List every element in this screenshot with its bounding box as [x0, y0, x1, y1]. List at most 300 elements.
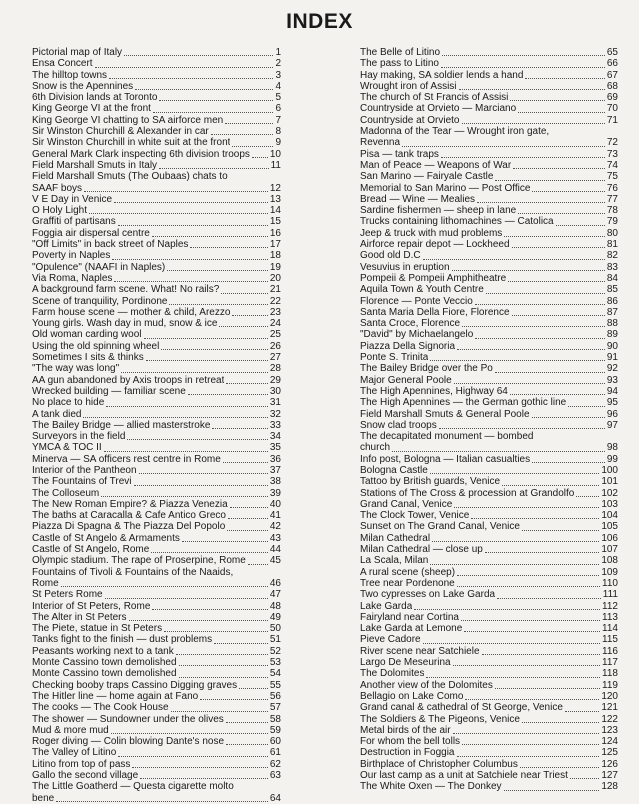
index-entry [32, 770, 281, 781]
index-entry [32, 183, 281, 194]
dot-leader [532, 462, 605, 463]
page-number: 101 [601, 476, 618, 488]
dot-leader [124, 55, 273, 56]
entry-title: Rome [32, 577, 59, 589]
entry-title: Wrecked building — familiar scene [32, 385, 186, 397]
page-number: 72 [606, 137, 618, 149]
page-number: 87 [606, 306, 618, 318]
page-number: 97 [606, 419, 618, 431]
dot-leader [475, 338, 605, 339]
dot-leader [430, 473, 599, 474]
entry-title: General Mark Clark inspecting 6th division troops [32, 148, 250, 160]
entry-title: Memorial to San Marino — Post Office [360, 182, 531, 194]
entry-title: YMCA & TOC II [32, 442, 102, 454]
entry-title: SAAF boys [32, 182, 83, 194]
dot-leader [423, 259, 605, 260]
dot-leader [510, 100, 604, 101]
entry-title: Metal birds of the air [360, 724, 451, 736]
dot-leader [232, 146, 273, 147]
index-entry [360, 725, 618, 736]
page-number: 13 [269, 193, 281, 205]
index-entry [32, 533, 281, 544]
entry-title: "David" by Michaelangelo [360, 329, 474, 341]
page-number: 58 [269, 713, 281, 725]
dot-leader [161, 349, 268, 350]
page-number: 16 [269, 227, 281, 239]
entry-title: For whom the bell tolls [360, 736, 461, 748]
dot-leader [457, 575, 599, 576]
index-entry [360, 239, 618, 250]
dot-leader [576, 496, 599, 497]
page-number: 21 [269, 284, 281, 296]
index-entry [360, 544, 618, 555]
page-number: 4 [275, 80, 281, 92]
index-entry [32, 680, 281, 691]
index-entry [360, 92, 618, 103]
entry-title: Grand Canal, Venice [360, 498, 453, 510]
page-number: 3 [275, 69, 281, 81]
index-entry [32, 759, 281, 770]
entry-title: Piazza Di Spagna & The Piazza Del Popolo [32, 521, 226, 533]
entry-title: Revenna [360, 137, 401, 149]
dot-leader [139, 473, 268, 474]
dot-leader [227, 530, 268, 531]
page-number: 33 [269, 419, 281, 431]
index-entry [360, 70, 618, 81]
entry-title: The baths at Caracalla & Cafe Antico Greco [32, 510, 226, 522]
index-entry-first-line: Fountains of Tivoli & Fountains of the Naaids, [32, 566, 234, 578]
page-number: 26 [269, 340, 281, 352]
entry-title: Checking booby traps Cassino Digging graves [32, 679, 238, 691]
page-number: 68 [606, 80, 618, 92]
dot-leader [495, 688, 600, 689]
index-entry [360, 533, 618, 544]
dot-leader [114, 281, 267, 282]
entry-title: Airforce repair depot — Lockheed [360, 239, 510, 251]
index-entry [360, 205, 618, 216]
entry-title: Snow is the Apennines [32, 80, 134, 92]
entry-title: The Valley of Litino [32, 747, 117, 759]
entry-title: A background farm scene. What! No rails? [32, 284, 220, 296]
index-entry [360, 149, 618, 160]
dot-leader [495, 180, 604, 181]
dot-leader [462, 123, 605, 124]
entry-title: The Belle of Litino [360, 47, 441, 58]
dot-leader [504, 790, 600, 791]
entry-title: Santa Croce, Florence [360, 318, 461, 330]
page-number: 83 [606, 261, 618, 273]
page-number: 66 [606, 58, 618, 70]
entry-title: The Piete, statue in St Peters [32, 623, 163, 635]
dot-leader [179, 665, 268, 666]
index-column-right [360, 47, 618, 793]
entry-title: Man of Peace — Weapons of War [360, 159, 512, 171]
dot-leader [56, 801, 268, 802]
dot-leader [84, 191, 268, 192]
index-entry [360, 589, 618, 600]
entry-title: San Marino — Fairyale Castle [360, 171, 494, 183]
dot-leader [461, 620, 600, 621]
entry-title: The Dolomites [360, 668, 425, 680]
dot-leader [462, 326, 605, 327]
page-number: 73 [606, 148, 618, 160]
dot-leader [129, 620, 268, 621]
index-entry [360, 770, 618, 781]
index-entry [32, 375, 281, 386]
index-entry [32, 634, 281, 645]
page-number: 80 [606, 227, 618, 239]
dot-leader [226, 383, 268, 384]
entry-title: Snow clad troops [360, 419, 437, 431]
entry-title: The Colloseum [32, 487, 100, 499]
index-entry [360, 465, 618, 476]
page-number: 106 [601, 532, 618, 544]
page-number: 17 [269, 239, 281, 251]
entry-title: St Peters Rome [32, 589, 103, 601]
dot-leader [518, 112, 605, 113]
index-entry [32, 386, 281, 397]
entry-title: Good old D.C [360, 250, 421, 262]
page-number: 51 [269, 634, 281, 646]
page-number: 125 [601, 747, 618, 759]
page-number: 18 [269, 250, 281, 262]
dot-leader [221, 293, 268, 294]
page-number: 19 [269, 261, 281, 273]
index-entry [360, 171, 618, 182]
dot-leader [140, 778, 268, 779]
index-entry [32, 555, 281, 566]
page-number: 74 [606, 159, 618, 171]
index-entry [360, 521, 618, 532]
index-entry [32, 70, 281, 81]
index-entry [32, 47, 281, 58]
index-entry [360, 273, 618, 284]
entry-title: Tattoo by British guards, Venice [360, 476, 501, 488]
page-number: 54 [269, 668, 281, 680]
page-number: 102 [601, 487, 618, 499]
dot-leader [226, 744, 268, 745]
entry-title: Scene of tranquility, Pordinone [32, 295, 168, 307]
dot-leader [462, 744, 599, 745]
dot-leader [504, 236, 605, 237]
entry-title: Fairyland near Cortina [360, 611, 459, 623]
page-number: 2 [275, 58, 281, 70]
index-entry [360, 81, 618, 92]
index-entry [32, 725, 281, 736]
page-number: 89 [606, 329, 618, 341]
index-entry [32, 454, 281, 465]
entry-title: Using the old spinning wheel [32, 340, 160, 352]
dot-leader [200, 699, 268, 700]
page-number: 60 [269, 736, 281, 748]
page-number: 122 [601, 713, 618, 725]
index-entry [360, 262, 618, 273]
page-number: 65 [606, 47, 618, 58]
index-entry [360, 397, 618, 408]
page-number: 39 [269, 487, 281, 499]
entry-title: Pisa — tank traps [360, 148, 439, 160]
dot-leader [508, 281, 605, 282]
page-number: 11 [270, 159, 281, 171]
index-entry-first-line: Madonna of the Tear — Wrought iron gate, [360, 126, 550, 138]
page-number: 40 [269, 498, 281, 510]
page-number: 120 [601, 690, 618, 702]
entry-title: Poverty in Naples [32, 250, 111, 262]
index-entry [360, 296, 618, 307]
index-entry [32, 646, 281, 657]
index-entry [32, 307, 281, 318]
page-number: 78 [606, 205, 618, 217]
index-entry [32, 442, 281, 453]
dot-leader [457, 349, 605, 350]
index-entry [360, 691, 618, 702]
page-number: 22 [269, 295, 281, 307]
index-entry [32, 239, 281, 250]
entry-title: Mud & more mud [32, 724, 109, 736]
dot-leader [520, 767, 599, 768]
page-number: 63 [269, 770, 281, 781]
index-entry [360, 499, 618, 510]
entry-title: "Off Limits" in back street of Naples [32, 239, 189, 251]
dot-leader [121, 372, 268, 373]
page-number: 9 [275, 137, 281, 149]
page-number: 45 [269, 555, 281, 567]
dot-leader [169, 304, 267, 305]
dot-leader [556, 225, 605, 226]
dot-leader [482, 654, 601, 655]
dot-leader [402, 146, 605, 147]
entry-title: Field Marshall Smuts & General Poole [360, 408, 530, 420]
index-entry [360, 409, 618, 420]
dot-leader [118, 225, 268, 226]
page-number: 25 [269, 329, 281, 341]
page-number: 96 [606, 408, 618, 420]
entry-title: Graffiti of partisans [32, 216, 116, 228]
entry-title: Aquila Town & Youth Centre [360, 284, 484, 296]
index-entry [360, 103, 618, 114]
dot-leader [211, 134, 274, 135]
entry-title: The Alter in St Peters [32, 611, 127, 623]
index-entry [360, 420, 618, 431]
index-entry [32, 702, 281, 713]
entry-title: Stations of The Cross & procession at Grandolfo [360, 487, 575, 499]
page-title: INDEX [286, 10, 353, 33]
page-number: 111 [602, 589, 618, 601]
entry-title: Litino from top of pass [32, 758, 131, 770]
page-number: 126 [601, 758, 618, 770]
dot-leader [454, 383, 605, 384]
page-number: 121 [601, 702, 618, 714]
index-entry [360, 702, 618, 713]
page-number: 59 [269, 724, 281, 736]
entry-title: Pieve Cadore [360, 634, 421, 646]
entry-title: Our last camp as a unit at Satchiele near Triest [360, 770, 568, 781]
dot-leader [477, 202, 605, 203]
index-entry [360, 668, 618, 679]
index-entry [360, 714, 618, 725]
entry-title: The Fountains of Trevi [32, 476, 132, 488]
entry-title: 6th Division lands at Toronto [32, 92, 158, 104]
page-number: 44 [269, 544, 281, 556]
page-number: 119 [602, 679, 618, 691]
entry-title: Roger diving — Colin blowing Dante's nose [32, 736, 225, 748]
page-number: 81 [606, 239, 618, 251]
entry-title: Countryside at Orvieto — Marciano [360, 103, 517, 115]
index-entry [360, 454, 618, 465]
page-number: 123 [601, 724, 618, 736]
page-number: 85 [606, 284, 618, 296]
dot-leader [132, 767, 267, 768]
entry-title: Olympic stadium. The rape of Proserpine, Rome [32, 555, 246, 567]
index-entry [32, 205, 281, 216]
dot-leader [167, 270, 268, 271]
dot-leader [153, 112, 273, 113]
dot-leader [475, 304, 605, 305]
entry-title: Monte Cassino town demolished [32, 668, 177, 680]
dot-leader [135, 89, 273, 90]
entry-title: A rural scene (sheep) [360, 566, 456, 578]
page-number: 112 [602, 600, 618, 612]
entry-title: Pompeii & Pompeii Amphitheatre [360, 272, 507, 284]
entry-title: Another view of the Dolomites [360, 679, 493, 691]
entry-title: Young girls. Wash day in mud, snow & ice [32, 318, 218, 330]
index-entry [32, 601, 281, 612]
index-entry [32, 747, 281, 758]
index-entry [32, 352, 281, 363]
index-entry [32, 668, 281, 679]
dot-leader [61, 586, 268, 587]
dot-leader [176, 654, 268, 655]
page-number: 100 [601, 464, 618, 476]
index-entry [32, 115, 281, 126]
entry-title: Grand canal & cathedral of St George, Venice [360, 702, 563, 714]
dot-leader [441, 157, 605, 158]
entry-title: Ponte S. Trinita [360, 352, 429, 364]
dot-leader [430, 564, 599, 565]
entry-title: Birthplace of Christopher Columbus [360, 758, 518, 770]
page-number: 117 [602, 657, 618, 669]
entry-title: Milan Cathedral — close up [360, 544, 483, 556]
index-entry [360, 58, 618, 69]
page-number: 8 [275, 126, 281, 138]
dot-leader [151, 552, 268, 553]
page-number: 115 [602, 634, 618, 646]
index-entry [360, 488, 618, 499]
index-entry [32, 216, 281, 227]
index-entry [360, 284, 618, 295]
index-entry [32, 149, 281, 160]
page-number: 88 [606, 318, 618, 330]
page-number: 99 [606, 453, 618, 465]
index-entry [360, 623, 618, 634]
page-number: 27 [269, 352, 281, 364]
entry-title: Hay making, SA soldier lends a hand [360, 69, 524, 81]
page-number: 46 [269, 577, 281, 589]
index-entry [32, 250, 281, 261]
dot-leader [485, 552, 599, 553]
index-entry [360, 386, 618, 397]
entry-title: Surveyors in the field [32, 431, 126, 443]
dot-leader [225, 123, 273, 124]
index-entry [360, 759, 618, 770]
index-entry [32, 544, 281, 555]
index-entry [360, 47, 618, 58]
page-number: 104 [601, 510, 618, 522]
dot-leader [152, 609, 267, 610]
entry-title: Vesuvius in eruption [360, 261, 450, 273]
entry-title: Field Marshall Smuts in Italy [32, 159, 158, 171]
entry-title: The High Apennines — the German gothic line [360, 397, 567, 409]
dot-leader [89, 213, 268, 214]
entry-title: Lake Garda [360, 600, 413, 612]
page-number: 35 [269, 442, 281, 454]
dot-leader [497, 598, 601, 599]
index-entry [32, 510, 281, 521]
dot-leader [432, 541, 599, 542]
page-number: 69 [606, 92, 618, 104]
index-entry [360, 329, 618, 340]
entry-title: Piazza Della Signoria [360, 340, 456, 352]
index-entry [360, 747, 618, 758]
entry-title: Sunset on The Grand Canal, Venice [360, 521, 520, 533]
index-entry [32, 194, 281, 205]
dot-leader [464, 631, 600, 632]
dot-leader [426, 677, 600, 678]
dot-leader [83, 417, 267, 418]
dot-leader [532, 191, 604, 192]
entry-title: The Hitler line — home again at Fano [32, 690, 199, 702]
page-number: 107 [601, 544, 618, 556]
page-number: 91 [606, 352, 618, 364]
dot-leader [525, 78, 604, 79]
index-entry [32, 160, 281, 171]
page-number: 29 [269, 374, 281, 386]
index-entry [32, 296, 281, 307]
dot-leader [230, 507, 268, 508]
dot-leader [453, 665, 600, 666]
entry-title: Foggia air dispersal centre [32, 227, 150, 239]
index-entry [360, 137, 618, 148]
page-number: 124 [601, 736, 618, 748]
index-entry [32, 476, 281, 487]
index-entry [32, 363, 281, 374]
index-entry [32, 736, 281, 747]
entry-title: Destruction in Foggia [360, 747, 455, 759]
dot-leader [127, 439, 267, 440]
page-number: 34 [269, 431, 281, 443]
page-number: 71 [606, 114, 618, 126]
entry-title: AA gun abandoned by Axis troops in retreat [32, 374, 225, 386]
dot-leader [239, 688, 268, 689]
dot-leader [228, 518, 268, 519]
index-entry [32, 262, 281, 273]
dot-leader [459, 89, 605, 90]
entry-title: Sometimes I sits & thinks [32, 352, 144, 364]
index-entry [32, 103, 281, 114]
page-number: 90 [606, 340, 618, 352]
page-number: 1 [275, 47, 281, 58]
dot-leader [214, 643, 268, 644]
page-number: 31 [269, 397, 281, 409]
entry-title: Via Roma, Naples [32, 272, 113, 284]
dot-leader [568, 406, 605, 407]
page-number: 67 [606, 69, 618, 81]
dot-leader [512, 247, 605, 248]
entry-title: Santa Maria Della Fiore, Florence [360, 306, 510, 318]
index-entry [32, 228, 281, 239]
dot-leader [146, 360, 268, 361]
dot-leader [565, 711, 599, 712]
